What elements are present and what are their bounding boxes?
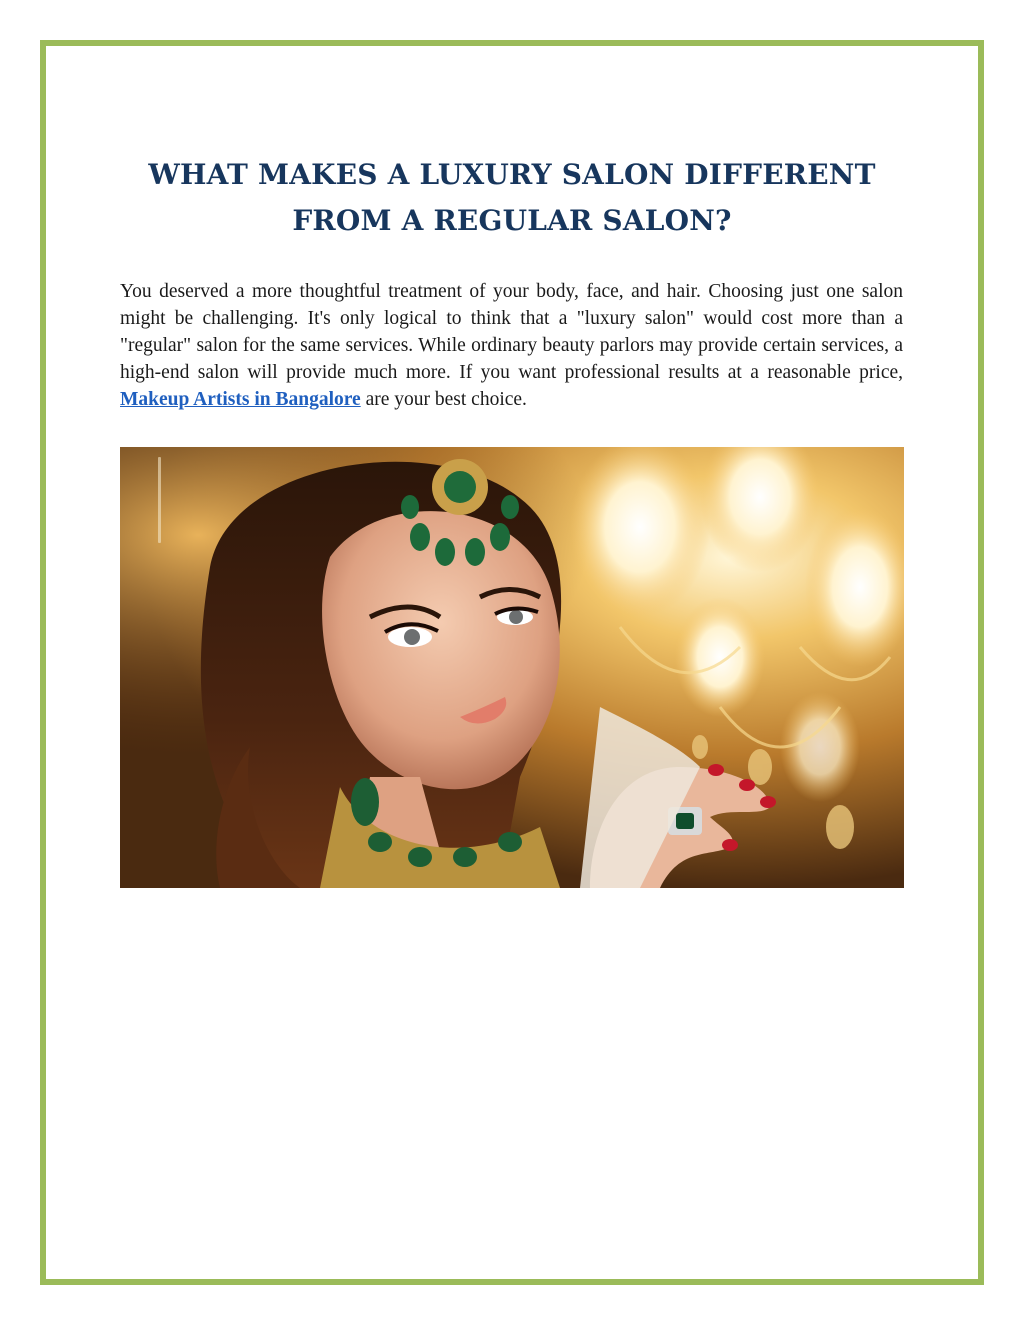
article-paragraph (120, 278, 903, 413)
paragraph-text-end: are your best choice. (360, 389, 527, 410)
bridal-makeup-photo (120, 447, 904, 888)
article-title: WHAT MAKES A LUXURY SALON DIFFERENT FROM A REGULAR SALON? (148, 158, 876, 237)
makeup-artists-link[interactable]: Makeup Artists in Bangalore (120, 389, 361, 410)
photographer-watermark (150, 455, 170, 545)
paragraph-text: You deserved a more thoughtful treatment of your body, face, and hair. Choosing just one salon might be challenging. It's only logical to think that a "luxury salon" would cost more than a "regular" salon for the same services. While ordinary beauty parlors may provide certain services, a high-end salon will provide much more. If you want professional results at a reasonable price, (120, 281, 903, 383)
